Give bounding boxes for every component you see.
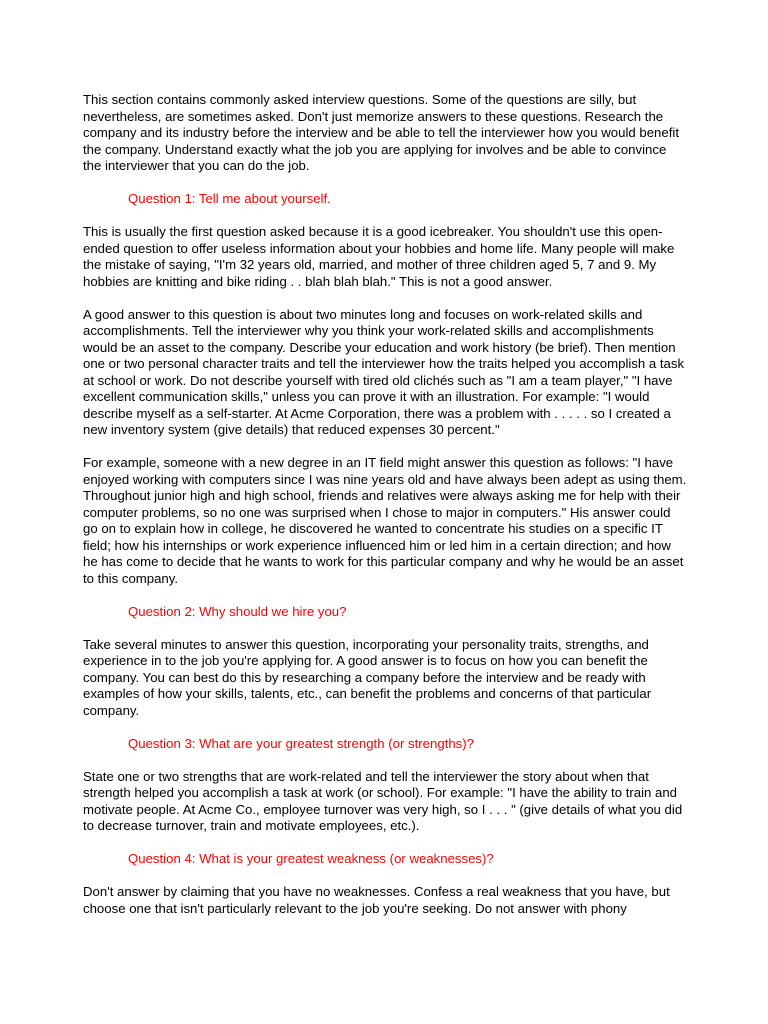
question-3-paragraph-1: State one or two strengths that are work-related and tell the interviewer the story about when that strength helped you accomplish a task at work (or school). For example: "I have the ability to train and motivate people. At Acme Co., employee turnover was very high, so I . . . " (give details of what you did to decrease turnover, train and motivate employees, etc.). <box>83 768 683 833</box>
question-1-heading: Question 1: Tell me about yourself. <box>128 191 331 206</box>
question-2-heading: Question 2: Why should we hire you? <box>128 603 347 619</box>
intro-paragraph: This section contains commonly asked interview questions. Some of the questions are silly, but nevertheless, are sometimes asked. Don't just memorize answers to these questions. Research the company and its industry before the interview and be able to tell the interviewer how you would benefit the company. Understand exactly what the job you are applying for involves and be able to convince the interviewer that you can do the job. <box>83 92 679 173</box>
question-2-paragraph-1: Take several minutes to answer this question, incorporating your personality traits, strengths, and experience in to the job you're applying for. A good answer is to focus on how you can benefit the company. You can best do this by researching a company before the interview and be ready with examples of how your skills, talents, etc., can benefit the problems and concerns of that particular company. <box>83 636 652 718</box>
question-4-heading: Question 4: What is your greatest weakness (or weaknesses)? <box>128 851 494 866</box>
question-1-paragraph-3: For example, someone with a new degree in an IT field might answer this question as follows: "I have enjoyed working with computers since I was nine years old and have always been adept as using them. Throughout junior high and high school, friends and relatives were always asking me for help with their computer problems, so no one was surprised when I chose to major in computers." His answer could go on to explain how in college, he discovered he wanted to concentrate his studies on a specific IT field; how his internships or work experience influenced him or led him in a certain direction; and how he has come to decide that he wants to work for this particular company and why he would be an asset to this company. <box>83 455 687 586</box>
question-3-heading: Question 3: What are your greatest strength (or strengths)? <box>128 735 474 751</box>
document-body <box>83 92 688 934</box>
question-4-paragraph-1: Don't answer by claiming that you have no weaknesses. Confess a real weakness that you have, but choose one that isn't particularly relevant to the job you're seeking. Do not answer with phony <box>83 884 670 916</box>
question-1-paragraph-2: A good answer to this question is about two minutes long and focuses on work-related skills and accomplishments. Tell the interviewer why you think your work-related skills and accomplishments would be an asset to the company. Describe your education and work history (be brief). Then mention one or two personal character traits and tell the interviewer how the traits helped you accomplish a task at school or work. Do not describe yourself with tired old clichés such as "I am a team player," "I have excellent communication skills," unless you can prove it with an illustration. For example: "I would describe myself as a self-starter. At Acme Corporation, there was a problem with . . . . . so I created a new inventory system (give details) that reduced expenses 30 percent." <box>83 306 685 437</box>
question-1-paragraph-1: This is usually the first question asked because it is a good icebreaker. You shouldn't use this open-ended question to offer useless information about your hobbies and home life. Many people will make the mistake of saying, "I'm 32 years old, married, and mother of three children aged 5, 7 and 9. My hobbies are knitting and bike riding . . blah blah blah." This is not a good answer. <box>83 224 675 289</box>
